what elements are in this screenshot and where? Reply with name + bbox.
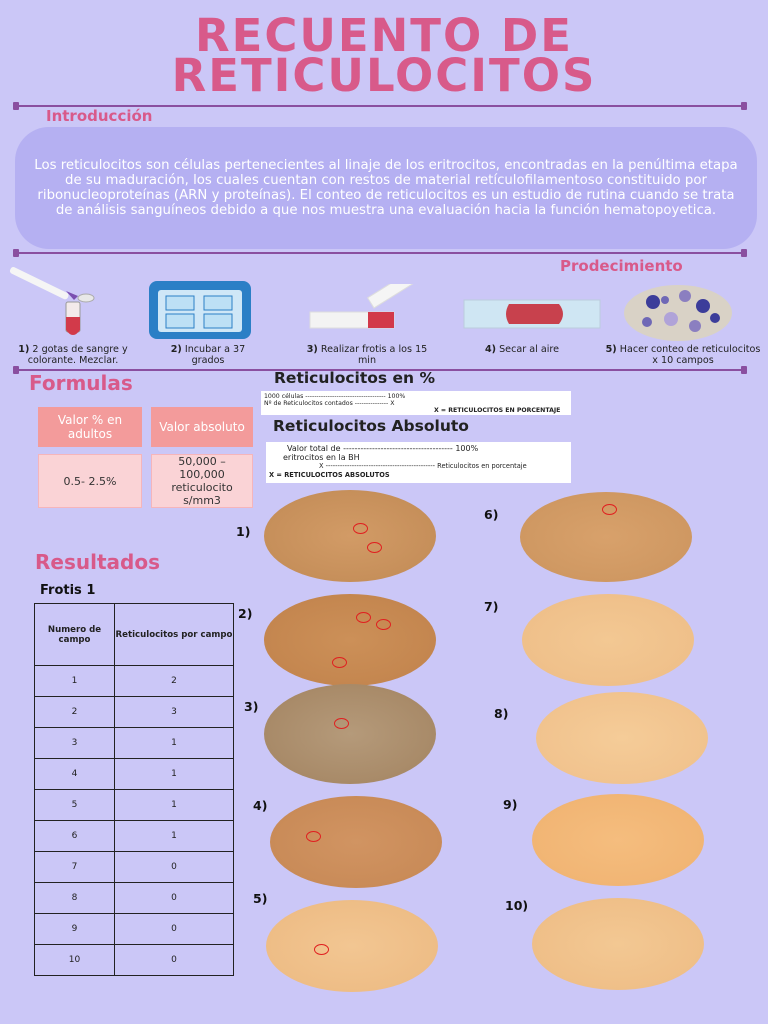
procedure-heading: Prodecimiento xyxy=(560,257,683,275)
results-heading: Resultados xyxy=(35,550,160,574)
microscope-field-9 xyxy=(532,794,704,886)
absolute-value-header: Valor absoluto xyxy=(151,407,253,447)
intro-text: Los reticulocitos son células pertenecientes al linaje de los eritrocitos, encontradas en la penúltima etapa de su maduración, los cuales cuentan con restos de material retículofilamentoso constituido por ribonucleoproteínas (ARN y proteínas). El conteo de reticulocitos es un estudio de rutina cuando se trata de análisis sanguíneos debido a que nos muestra una evaluación hacia la función hematopoyetica. xyxy=(34,158,738,218)
microscope-field-2 xyxy=(264,594,436,686)
percent-formula-box xyxy=(261,391,571,415)
absolute-formula-heading: Reticulocitos Absoluto xyxy=(273,417,469,435)
divider xyxy=(16,252,744,254)
microscope-field-3 xyxy=(264,684,436,784)
column-header-field: Numero de campo xyxy=(35,604,115,666)
formulas-heading: Formulas xyxy=(29,371,133,395)
absolute-value-value: 50,000 – 100,000 reticulocito s/mm3 xyxy=(151,454,253,508)
table-row: 1 2 xyxy=(35,666,234,697)
intro-box xyxy=(15,127,757,249)
field-label-4: 4) xyxy=(253,798,268,813)
percent-formula-heading: Reticulocitos en % xyxy=(274,369,436,387)
table-row: 2 3 xyxy=(35,697,234,728)
reticulocyte-marker xyxy=(332,657,347,668)
adult-percent-header: Valor % en adultos xyxy=(38,407,142,447)
table-row: 8 0 xyxy=(35,883,234,914)
smear-subheading: Frotis 1 xyxy=(40,583,96,598)
absolute-formula-result: X = RETICULOCITOS ABSOLUTOS xyxy=(269,471,390,479)
absolute-formula-line-1: Valor total de -------------------------------------- 100% xyxy=(287,444,479,453)
results-table xyxy=(34,603,234,976)
absolute-formula-line-2: X ---------------------------------------------- Reticulocitos en porcentaje xyxy=(319,462,527,470)
reticulocyte-marker xyxy=(314,944,329,955)
step-2-caption: 2) Incubar a 37 grados xyxy=(170,344,246,366)
field-label-8: 8) xyxy=(494,706,509,721)
microscope-view-image xyxy=(623,284,733,342)
reticulocyte-marker xyxy=(602,504,617,515)
table-row: 3 1 xyxy=(35,728,234,759)
smear-slides-image xyxy=(308,284,436,334)
percent-formula-result: X = RETICULOCITOS EN PORCENTAJE xyxy=(434,407,561,414)
reticulocyte-marker xyxy=(334,718,349,729)
field-label-6: 6) xyxy=(484,507,499,522)
microscope-field-10 xyxy=(532,898,704,990)
table-row: 4 1 xyxy=(35,759,234,790)
tube-icon xyxy=(66,302,80,335)
incubator-image xyxy=(148,280,252,340)
percent-formula-line-2: Nº de Reticulocitos contados --------------- X xyxy=(264,400,395,407)
microscope-field-6 xyxy=(520,492,692,582)
microscope-field-4 xyxy=(270,796,442,888)
field-label-10: 10) xyxy=(505,898,529,913)
page-title-line-2: RETICULOCITOS xyxy=(171,49,597,102)
field-label-5: 5) xyxy=(253,891,268,906)
table-row: 5 1 xyxy=(35,790,234,821)
field-label-1: 1) xyxy=(236,524,251,539)
table-row: 10 0 xyxy=(35,945,234,976)
absolute-formula-line-1b: eritrocitos en la BH xyxy=(283,453,360,462)
microscope-field-1 xyxy=(264,490,436,582)
step-4-caption: 4) Secar al aire xyxy=(484,344,560,355)
reticulocyte-marker xyxy=(306,831,321,842)
table-row: 9 0 xyxy=(35,914,234,945)
reticulocyte-marker xyxy=(376,619,391,630)
microscope-field-5 xyxy=(266,900,438,992)
field-label-7: 7) xyxy=(484,599,499,614)
microscope-field-7 xyxy=(522,594,694,686)
adult-percent-value: 0.5- 2.5% xyxy=(38,454,142,508)
intro-heading: Introducción xyxy=(46,107,153,125)
table-row: 7 0 xyxy=(35,852,234,883)
table-row: 6 1 xyxy=(35,821,234,852)
reticulocyte-marker xyxy=(356,612,371,623)
step-1-caption: 1) 2 gotas de sangre y colorante. Mezclar. xyxy=(18,344,128,366)
step-3-caption: 3) Realizar frotis a los 15 min xyxy=(306,344,428,366)
reticulocyte-marker xyxy=(367,542,382,553)
step-5-caption: 5) Hacer conteo de reticulocitos x 10 campos xyxy=(605,344,761,366)
pipette-tube-image xyxy=(8,262,108,344)
dry-slide-image xyxy=(463,298,601,330)
field-label-9: 9) xyxy=(503,797,518,812)
pipette-icon xyxy=(9,266,94,302)
field-label-3: 3) xyxy=(244,699,259,714)
microscope-field-8 xyxy=(536,692,708,784)
column-header-count: Reticulocitos por campo xyxy=(115,604,234,666)
reticulocyte-marker xyxy=(353,523,368,534)
percent-formula-line-1: 1000 células ------------------------------------ 100% xyxy=(264,393,406,400)
page-title-line-1: RECUENTO DE xyxy=(194,9,574,62)
field-label-2: 2) xyxy=(238,606,253,621)
absolute-formula-box xyxy=(266,442,571,483)
